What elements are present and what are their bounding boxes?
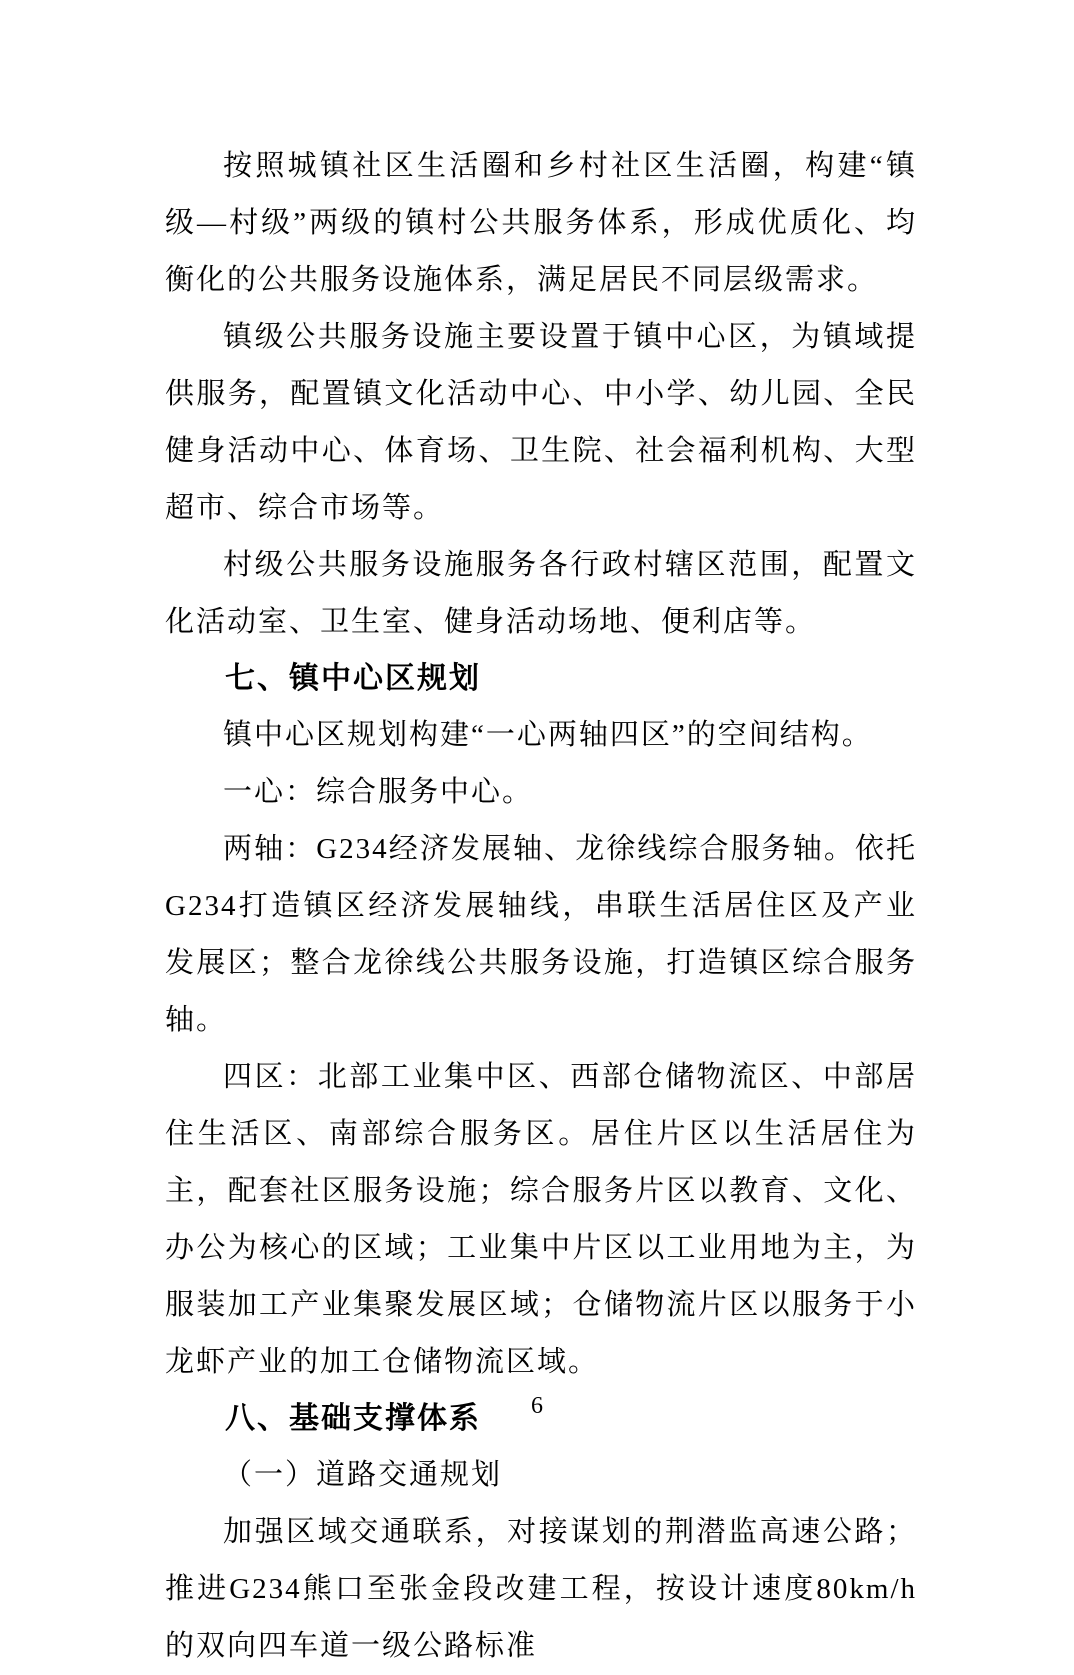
paragraph-town-level-facilities: 镇级公共服务设施主要设置于镇中心区，为镇域提供服务，配置镇文化活动中心、中小学、幼儿园、全民健身活动中心、体育场、卫生院、社会福利机构、大型超市、综合市场等。 [165, 321, 917, 524]
section-heading-infrastructure-system: 八、基础支撑体系 [225, 1402, 481, 1435]
paragraph-two-axes: 两轴：G234经济发展轴、龙徐线综合服务轴。依托G234打造镇区经济发展轴线，串联生活居住区及产业发展区；整合龙徐线公共服务设施，打造镇区综合服务轴。 [165, 833, 917, 1036]
document-body [165, 138, 917, 1675]
paragraph-spatial-structure: 镇中心区规划构建“一心两轴四区”的空间结构。 [223, 719, 873, 751]
subheading-road-traffic-plan: （一）道路交通规划 [223, 1459, 503, 1491]
paragraph-one-center: 一心：综合服务中心。 [223, 776, 534, 808]
paragraph-village-level-facilities: 村级公共服务设施服务各行政村辖区范围，配置文化活动室、卫生室、健身活动场地、便利店等。 [165, 549, 917, 638]
paragraph-four-districts: 四区：北部工业集中区、西部仓储物流区、中部居住生活区、南部综合服务区。居住片区以生活居住为主，配套社区服务设施；综合服务片区以教育、文化、办公为核心的区域；工业集中片区以工业用地为主，为服装加工产业集聚发展区域；仓储物流片区以服务于小龙虾产业的加工仓储物流区域。 [165, 1061, 917, 1378]
page-number: 6 [531, 1393, 543, 1419]
section-heading-town-center-plan: 七、镇中心区规划 [225, 662, 481, 695]
paragraph-regional-traffic: 加强区域交通联系，对接谋划的荆潜监高速公路；推进G234熊口至张金段改建工程，按设计速度80km/h的双向四车道一级公路标准 [165, 1516, 917, 1662]
paragraph-public-service-system: 按照城镇社区生活圈和乡村社区生活圈，构建“镇级—村级”两级的镇村公共服务体系，形成优质化、均衡化的公共服务设施体系，满足居民不同层级需求。 [165, 150, 917, 296]
